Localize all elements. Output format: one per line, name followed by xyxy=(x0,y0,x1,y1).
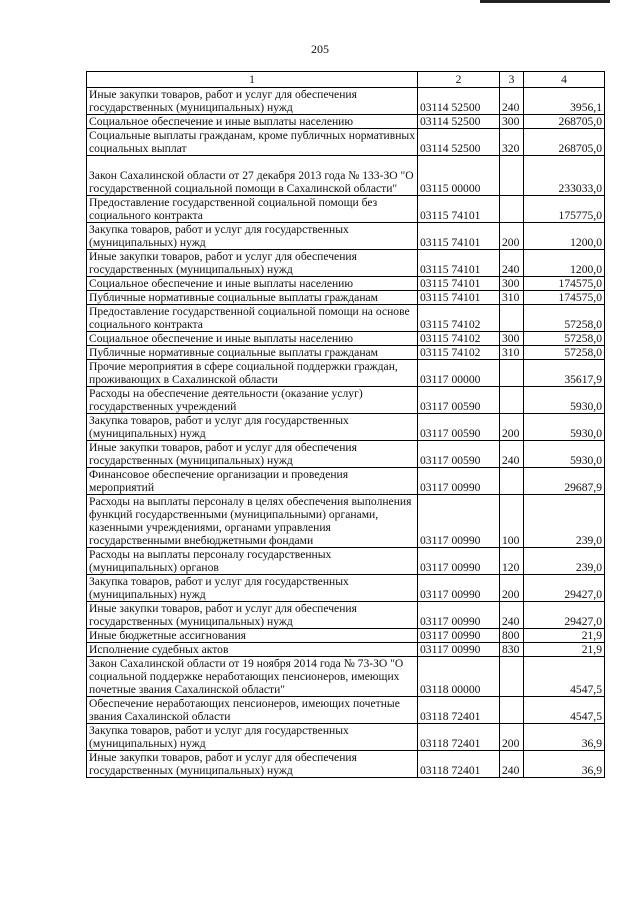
table-row xyxy=(87,629,605,643)
table-row xyxy=(87,250,605,277)
row-type-cell: 100 xyxy=(500,495,524,548)
row-name-cell: Иные закупки товаров, работ и услуг для обеспечения государственных (муниципальных) нужд xyxy=(87,602,418,629)
row-code-cell: 03117 00990 xyxy=(418,468,500,495)
row-amount-cell: 21,9 xyxy=(524,643,605,657)
row-name-cell: Иные закупки товаров, работ и услуг для обеспечения государственных (муниципальных) нужд xyxy=(87,751,418,778)
row-code-cell: 03115 74102 xyxy=(418,305,500,332)
header-col-4: 4 xyxy=(524,72,605,88)
row-amount-cell: 1200,0 xyxy=(524,250,605,277)
table-row xyxy=(87,291,605,305)
table-row xyxy=(87,575,605,602)
table-row xyxy=(87,495,605,548)
row-code-cell: 03117 00990 xyxy=(418,602,500,629)
row-code-cell: 03115 74102 xyxy=(418,332,500,346)
table-row xyxy=(87,602,605,629)
page-number: 205 xyxy=(311,42,329,56)
row-amount-cell: 268705,0 xyxy=(524,115,605,129)
row-name-cell: Закупка товаров, работ и услуг для государственных (муниципальных) нужд xyxy=(87,223,418,250)
row-name-cell: Закон Сахалинской области от 19 ноября 2014 года № 73-ЗО "О социальной поддержке неработающих пенсионеров, имеющих почетные звания Сахалинской области" xyxy=(87,657,418,697)
row-type-cell xyxy=(500,468,524,495)
row-name-cell: Публичные нормативные социальные выплаты гражданам xyxy=(87,346,418,360)
row-amount-cell: 57258,0 xyxy=(524,332,605,346)
row-amount-cell: 175775,0 xyxy=(524,196,605,223)
row-code-cell: 03114 52500 xyxy=(418,115,500,129)
row-amount-cell: 1200,0 xyxy=(524,223,605,250)
row-type-cell: 240 xyxy=(500,88,524,115)
table-row xyxy=(87,277,605,291)
row-amount-cell: 36,9 xyxy=(524,751,605,778)
row-code-cell: 03117 00990 xyxy=(418,575,500,602)
row-type-cell: 200 xyxy=(500,724,524,751)
row-code-cell: 03117 00990 xyxy=(418,629,500,643)
row-name-cell: Социальное обеспечение и иные выплаты населению xyxy=(87,277,418,291)
row-name-cell: Иные закупки товаров, работ и услуг для обеспечения государственных (муниципальных) нужд xyxy=(87,88,418,115)
row-type-cell: 830 xyxy=(500,643,524,657)
row-type-cell xyxy=(500,387,524,414)
row-code-cell: 03115 74101 xyxy=(418,291,500,305)
row-amount-cell: 21,9 xyxy=(524,629,605,643)
row-amount-cell: 174575,0 xyxy=(524,277,605,291)
row-type-cell: 200 xyxy=(500,223,524,250)
row-type-cell: 240 xyxy=(500,751,524,778)
row-amount-cell: 29427,0 xyxy=(524,602,605,629)
row-name-cell: Иные бюджетные ассигнования xyxy=(87,629,418,643)
row-type-cell: 200 xyxy=(500,414,524,441)
row-amount-cell: 57258,0 xyxy=(524,346,605,360)
table-row xyxy=(87,223,605,250)
row-type-cell xyxy=(500,657,524,697)
row-name-cell: Публичные нормативные социальные выплаты гражданам xyxy=(87,291,418,305)
row-name-cell: Расходы на выплаты персоналу в целях обеспечения выполнения функций государственными (муниципальными) органами, казенными учреждениями, органами управления государственными внебюджетными фондами xyxy=(87,495,418,548)
row-type-cell xyxy=(500,156,524,196)
row-code-cell: 03118 72401 xyxy=(418,751,500,778)
row-type-cell xyxy=(500,697,524,724)
table-row xyxy=(87,156,605,196)
table-row xyxy=(87,360,605,387)
row-name-cell: Закупка товаров, работ и услуг для государственных (муниципальных) нужд xyxy=(87,575,418,602)
table-row xyxy=(87,724,605,751)
row-amount-cell: 4547,5 xyxy=(524,697,605,724)
row-code-cell: 03115 74101 xyxy=(418,250,500,277)
row-amount-cell: 5930,0 xyxy=(524,387,605,414)
row-code-cell: 03118 72401 xyxy=(418,697,500,724)
row-code-cell: 03114 52500 xyxy=(418,129,500,156)
row-amount-cell: 174575,0 xyxy=(524,291,605,305)
row-type-cell xyxy=(500,305,524,332)
row-type-cell: 310 xyxy=(500,291,524,305)
row-type-cell: 200 xyxy=(500,575,524,602)
row-name-cell: Социальные выплаты гражданам, кроме публичных нормативных социальных выплат xyxy=(87,129,418,156)
table-row xyxy=(87,548,605,575)
row-code-cell: 03117 00990 xyxy=(418,495,500,548)
row-name-cell: Социальное обеспечение и иные выплаты населению xyxy=(87,332,418,346)
table-row xyxy=(87,129,605,156)
table-row xyxy=(87,387,605,414)
row-code-cell: 03117 00000 xyxy=(418,360,500,387)
row-amount-cell: 5930,0 xyxy=(524,441,605,468)
row-code-cell: 03117 00590 xyxy=(418,441,500,468)
row-name-cell: Финансовое обеспечение организации и проведения мероприятий xyxy=(87,468,418,495)
header-col-3: 3 xyxy=(500,72,524,88)
row-code-cell: 03117 00990 xyxy=(418,548,500,575)
row-code-cell: 03114 52500 xyxy=(418,88,500,115)
table-row xyxy=(87,346,605,360)
row-code-cell: 03115 74101 xyxy=(418,277,500,291)
row-amount-cell: 3956,1 xyxy=(524,88,605,115)
row-code-cell: 03117 00990 xyxy=(418,643,500,657)
table-row xyxy=(87,468,605,495)
row-name-cell: Закон Сахалинской области от 27 декабря 2013 года № 133-ЗО "О государственной социальной помощи в Сахалинской области" xyxy=(87,156,418,196)
row-amount-cell: 268705,0 xyxy=(524,129,605,156)
row-name-cell: Иные закупки товаров, работ и услуг для обеспечения государственных (муниципальных) нужд xyxy=(87,441,418,468)
row-type-cell: 800 xyxy=(500,629,524,643)
row-amount-cell: 5930,0 xyxy=(524,414,605,441)
row-type-cell: 300 xyxy=(500,115,524,129)
row-code-cell: 03115 74101 xyxy=(418,196,500,223)
table-row xyxy=(87,115,605,129)
row-name-cell: Социальное обеспечение и иные выплаты населению xyxy=(87,115,418,129)
row-code-cell: 03118 72401 xyxy=(418,724,500,751)
top-edge-mark xyxy=(480,0,610,3)
header-col-1: 1 xyxy=(87,72,418,88)
table-row xyxy=(87,88,605,115)
row-name-cell: Исполнение судебных актов xyxy=(87,643,418,657)
row-name-cell: Иные закупки товаров, работ и услуг для обеспечения государственных (муниципальных) нужд xyxy=(87,250,418,277)
row-type-cell: 240 xyxy=(500,441,524,468)
table-row xyxy=(87,643,605,657)
row-amount-cell: 239,0 xyxy=(524,495,605,548)
row-code-cell: 03115 00000 xyxy=(418,156,500,196)
row-name-cell: Прочие мероприятия в сфере социальной поддержки граждан, проживающих в Сахалинской области xyxy=(87,360,418,387)
row-type-cell xyxy=(500,360,524,387)
table-row xyxy=(87,657,605,697)
row-type-cell xyxy=(500,196,524,223)
row-amount-cell: 239,0 xyxy=(524,548,605,575)
row-name-cell: Закупка товаров, работ и услуг для государственных (муниципальных) нужд xyxy=(87,724,418,751)
table-row xyxy=(87,196,605,223)
row-type-cell: 300 xyxy=(500,277,524,291)
row-code-cell: 03115 74101 xyxy=(418,223,500,250)
table-row xyxy=(87,697,605,724)
table-row xyxy=(87,414,605,441)
row-code-cell: 03115 74102 xyxy=(418,346,500,360)
row-amount-cell: 35617,9 xyxy=(524,360,605,387)
budget-table xyxy=(86,71,605,778)
table-row xyxy=(87,441,605,468)
row-amount-cell: 36,9 xyxy=(524,724,605,751)
row-name-cell: Предоставление государственной социальной помощи без социального контракта xyxy=(87,196,418,223)
table-header-row xyxy=(87,72,605,88)
row-type-cell: 120 xyxy=(500,548,524,575)
row-type-cell: 240 xyxy=(500,250,524,277)
row-name-cell: Предоставление государственной социальной помощи на основе социального контракта xyxy=(87,305,418,332)
row-type-cell: 310 xyxy=(500,346,524,360)
row-amount-cell: 233033,0 xyxy=(524,156,605,196)
row-code-cell: 03118 00000 xyxy=(418,657,500,697)
table-row xyxy=(87,751,605,778)
row-type-cell: 300 xyxy=(500,332,524,346)
header-col-2: 2 xyxy=(418,72,500,88)
row-amount-cell: 29687,9 xyxy=(524,468,605,495)
row-amount-cell: 4547,5 xyxy=(524,657,605,697)
table-row xyxy=(87,332,605,346)
row-name-cell: Расходы на выплаты персоналу государственных (муниципальных) органов xyxy=(87,548,418,575)
row-amount-cell: 57258,0 xyxy=(524,305,605,332)
row-code-cell: 03117 00590 xyxy=(418,387,500,414)
row-name-cell: Закупка товаров, работ и услуг для государственных (муниципальных) нужд xyxy=(87,414,418,441)
row-type-cell: 240 xyxy=(500,602,524,629)
row-amount-cell: 29427,0 xyxy=(524,575,605,602)
row-name-cell: Обеспечение неработающих пенсионеров, имеющих почетные звания Сахалинской области xyxy=(87,697,418,724)
row-type-cell: 320 xyxy=(500,129,524,156)
table-row xyxy=(87,305,605,332)
row-name-cell: Расходы на обеспечение деятельности (оказание услуг) государственных учреждений xyxy=(87,387,418,414)
row-code-cell: 03117 00590 xyxy=(418,414,500,441)
